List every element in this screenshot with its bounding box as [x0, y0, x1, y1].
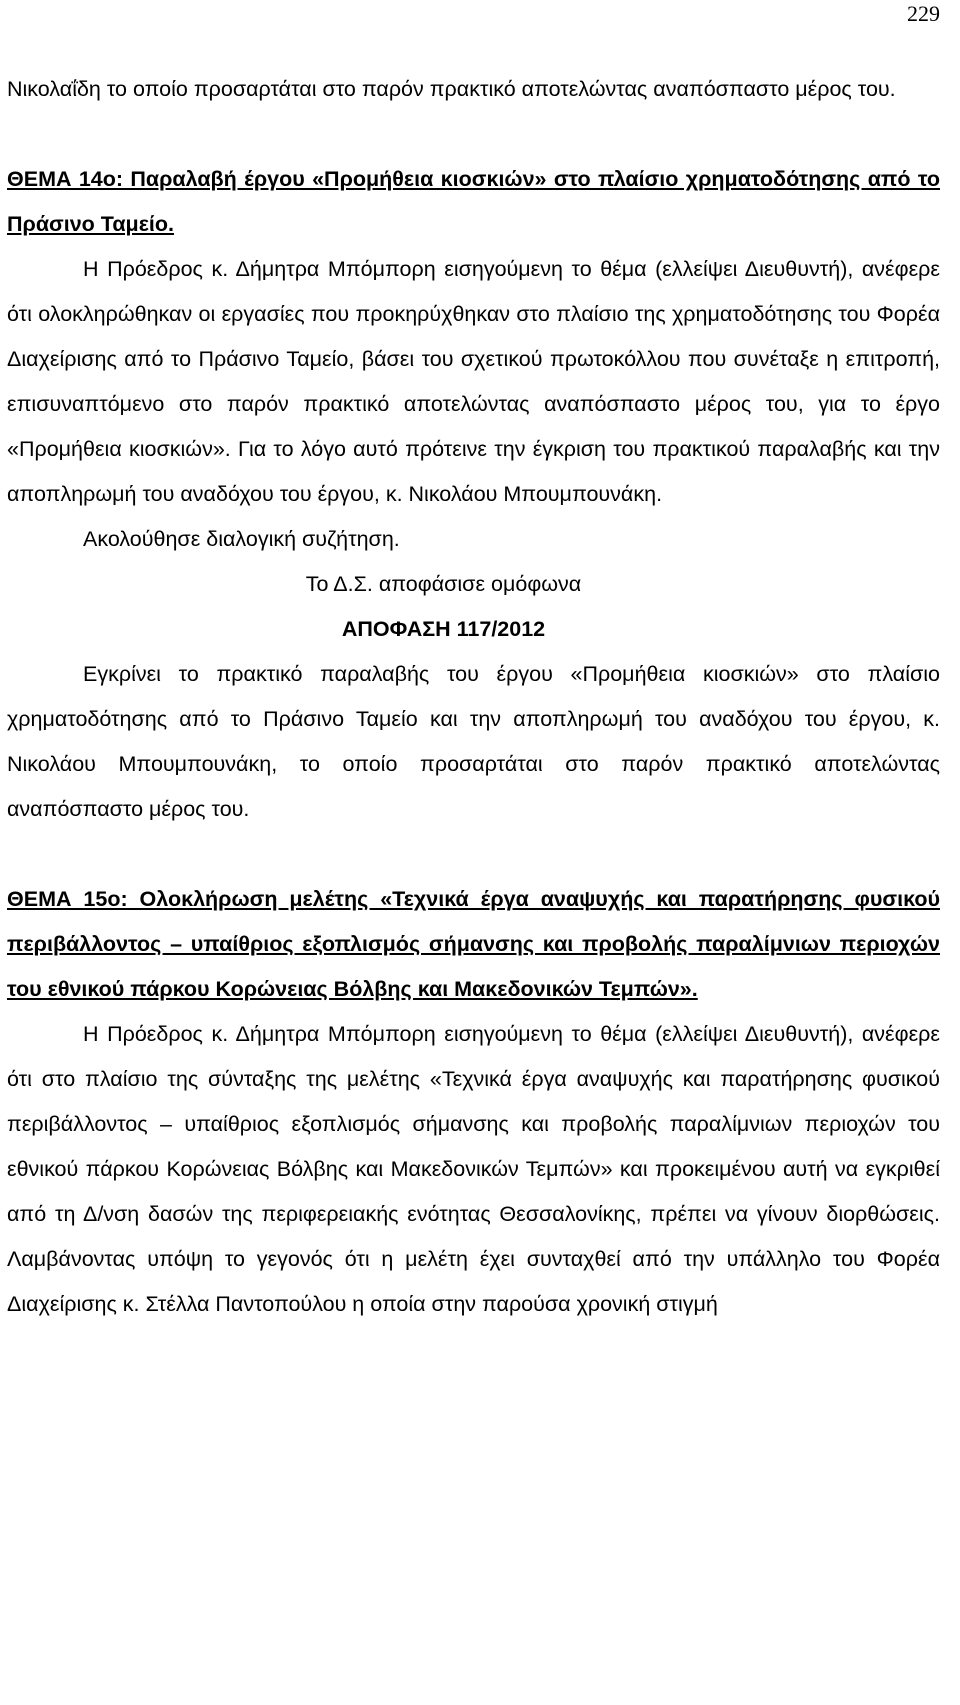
- spacer: [7, 112, 940, 157]
- page-number: 229: [907, 1, 940, 26]
- topic-14-heading: ΘΕΜΑ 14ο: Παραλαβή έργου «Προμήθεια κιοσκιών» στο πλαίσιο χρηματοδότησης από το Πράσινο Ταμείο.: [7, 167, 940, 236]
- spacer: [7, 832, 940, 877]
- topic-15-body: Η Πρόεδρος κ. Δήμητρα Μπόμπορη εισηγούμενη το θέμα (ελλείψει Διευθυντή), ανέφερε ότι στο πλαίσιο της σύνταξης της μελέτης «Τεχνικά έργα αναψυχής και παρατήρησης φυσικού περιβάλλοντος – υπαίθριος εξοπλισμός σήμανσης και προβολής παραλίμνιων περιοχών του εθνικού πάρκου Κορώνειας Βόλβης και Μακεδονικών Τεμπών» και προκειμένου αυτή να εγκριθεί από τη Δ/νση δασών της περιφερειακής ενότητας Θεσσαλονίκης, πρέπει να γίνουν διορθώσεις. Λαμβάνοντας υπόψη το γεγονός ότι η μελέτη έχει συνταχθεί από την υπάλληλο του Φορέα Διαχείρισης κ. Στέλλα Παντοπούλου η οποία στην παρούσα χρονική στιγμή: [7, 1022, 940, 1316]
- topic-14-body: Η Πρόεδρος κ. Δήμητρα Μπόμπορη εισηγούμενη το θέμα (ελλείψει Διευθυντή), ανέφερε ότι ολοκληρώθηκαν οι εργασίες που προκηρύχθηκαν στο πλαίσιο της χρηματοδότησης του Φορέα Διαχείρισης από το Πράσινο Ταμείο, βάσει του σχετικού πρωτοκόλλου που συνέταξε η επιτροπή, επισυναπτόμενο στο παρόν πρακτικό αποτελώντας αναπόσπαστο μέρος του, για το έργο «Προμήθεια κιοσκιών». Για το λόγο αυτό πρότεινε την έγκριση του πρακτικού παραλαβής και την αποπληρωμή του αναδόχου του έργου, κ. Νικολάου Μπουμπουνάκη.: [7, 257, 940, 506]
- board-decision-line: Το Δ.Σ. αποφάσισε ομόφωνα: [305, 572, 582, 596]
- discussion-note: Ακολούθησε διαλογική συζήτηση.: [83, 527, 400, 551]
- document-body: [7, 67, 940, 1327]
- topic-15-heading: ΘΕΜΑ 15ο: Ολοκλήρωση μελέτης «Τεχνικά έργα αναψυχής και παρατήρησης φυσικού περιβάλλοντος – υπαίθριος εξοπλισμός σήμανσης και προβολής παραλίμνιων περιοχών του εθνικού πάρκου Κορώνειας Βόλβης και Μακεδονικών Τεμπών».: [7, 887, 940, 1001]
- paragraph-continuation: Νικολαΐδη το οποίο προσαρτάται στο παρόν πρακτικό αποτελώντας αναπόσπαστο μέρος του.: [7, 77, 896, 101]
- decision-body: Εγκρίνει το πρακτικό παραλαβής του έργου «Προμήθεια κιοσκιών» στο πλαίσιο χρηματοδότησης από το Πράσινο Ταμείο και την αποπληρωμή του αναδόχου του έργου, κ. Νικολάου Μπουμπουνάκη, το οποίο προσαρτάται στο παρόν πρακτικό αποτελώντας αναπόσπαστο μέρος του.: [7, 662, 940, 821]
- decision-number: ΑΠΟΦΑΣΗ 117/2012: [341, 617, 546, 641]
